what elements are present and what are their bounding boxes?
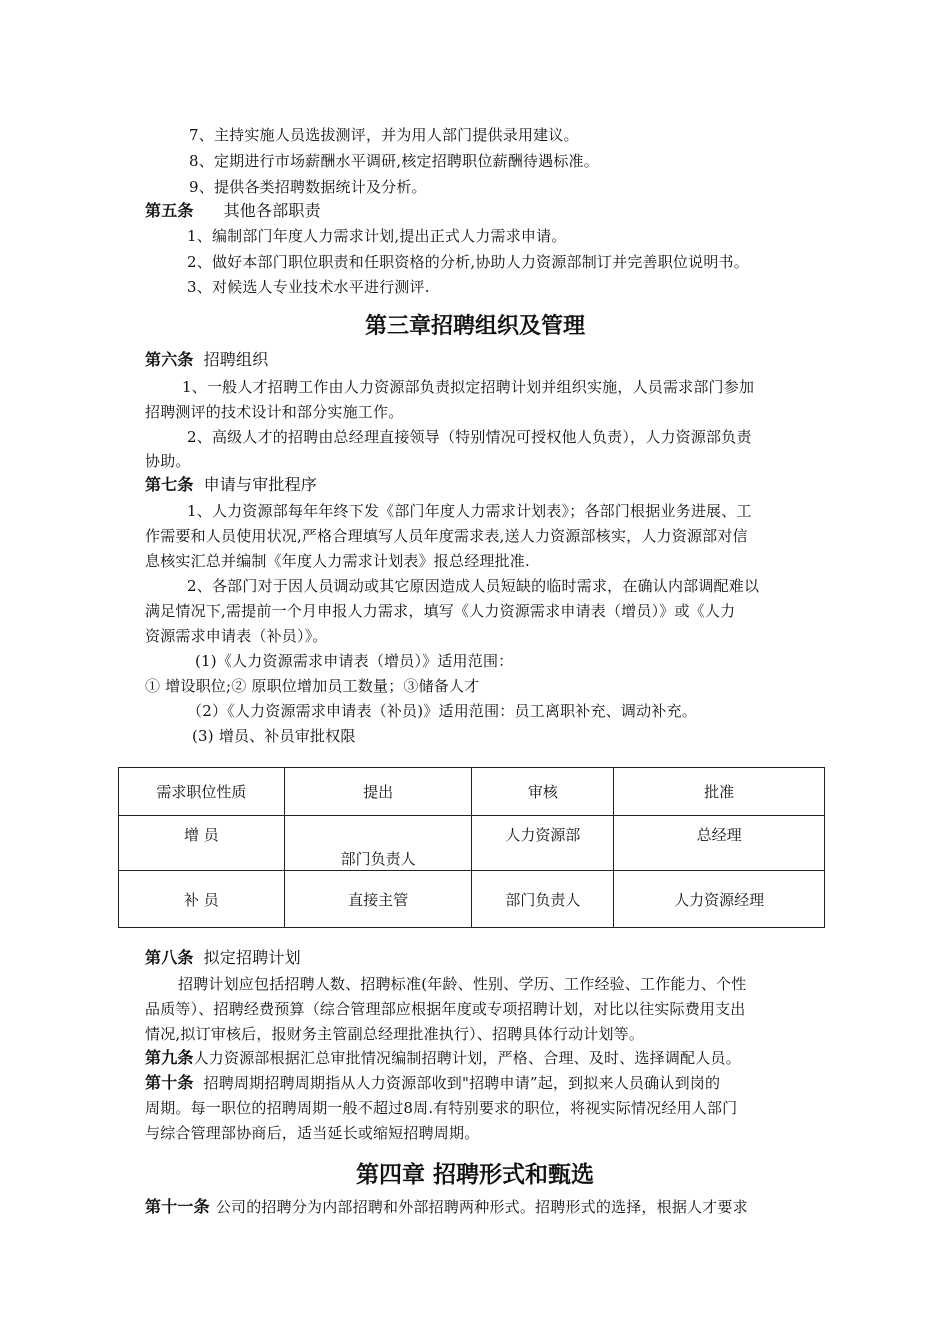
article-10-line2: 周期。每一职位的招聘周期一般不超过8周.有特别要求的职位，将视实际情况经用人部门 <box>145 1099 738 1117</box>
article-11-label: 第十一条 <box>145 1197 210 1216</box>
table-cell: 部门负责人 <box>472 871 614 928</box>
table-cell <box>614 816 825 871</box>
article-6-p1-line1: 1、一般人才招聘工作由人力资源部负责拟定招聘计划并组织实施，人员需求部门参加 <box>182 378 755 396</box>
table-cell-text: 人力资源部 <box>505 825 581 844</box>
article-7-sub-2: （2）《人力资源需求申请表（补员)》适用范围：员工离职补充、调动补充。 <box>187 702 697 720</box>
table-header-cell: 审核 <box>472 768 614 816</box>
article-7-sub-1: (1)《人力资源需求申请表（增员）》适用范围： <box>195 652 514 670</box>
article-6-title: 招聘组织 <box>203 350 269 369</box>
article-5-title: 其他各部职责 <box>223 201 321 220</box>
article-8-line2: 品质等）、招聘经费预算（综合管理部应根据年度或专项招聘计划，对比以往实际费用支出 <box>145 1000 746 1018</box>
article-9-text: 人力资源部根据汇总审批情况编制招聘计划，严格、合理、及时、选择调配人员。 <box>193 1049 741 1067</box>
article-7-heading <box>145 475 825 495</box>
article-7-label: 第七条 <box>145 475 194 494</box>
article-5-item-2: 2、做好本部门职位职责和任职资格的分析,协助人力资源部制订并完善职位说明书。 <box>187 253 749 271</box>
table-header-cell: 提出 <box>284 768 472 816</box>
duty-item-9: 9、提供各类招聘数据统计及分析。 <box>189 178 427 196</box>
article-6-p2-line1: 2、高级人才的招聘由总经理直接领导（特别情况可授权他人负责），人力资源部负责 <box>187 428 752 446</box>
article-7-p2-line2: 满足情况下,需提前一个月申报人力需求，填写《人力资源需求申请表（增员）》或《人力 <box>145 602 736 620</box>
article-8-label: 第八条 <box>145 948 194 967</box>
chapter-4-title: 第四章 招聘形式和甄选 <box>355 1162 594 1188</box>
table-header-cell: 需求职位性质 <box>119 768 285 816</box>
table-cell <box>284 816 472 871</box>
table-cell-text: 部门负责人 <box>340 849 416 868</box>
article-7-title: 申请与审批程序 <box>203 475 318 494</box>
article-10 <box>145 1073 825 1093</box>
table-header-row <box>119 768 825 816</box>
article-6-p1-line2: 招聘测评的技术设计和部分实施工作。 <box>145 403 404 421</box>
article-5-label: 第五条 <box>145 201 194 220</box>
article-8-title: 拟定招聘计划 <box>203 948 301 967</box>
article-7-p2-line1: 2、各部门对于因人员调动或其它原因造成人员短缺的临时需求，在确认内部调配难以 <box>187 577 760 595</box>
article-5-item-1: 1、编制部门年度人力需求计划,提出正式人力需求申请。 <box>187 227 567 245</box>
duty-item-8: 8、定期进行市场薪酬水平调研,核定招聘职位薪酬待遇标准。 <box>189 152 599 170</box>
table-cell-text: 总经理 <box>696 825 742 844</box>
article-6-p2-line2: 协助。 <box>145 452 191 470</box>
article-8-line1: 招聘计划应包括招聘人数、招聘标准(年龄、性别、学历、工作经验、工作能力、个性 <box>178 975 747 993</box>
table-cell: 补 员 <box>119 871 285 928</box>
article-6-label: 第六条 <box>145 350 194 369</box>
table-header-cell: 批准 <box>614 768 825 816</box>
article-6-heading <box>145 350 825 370</box>
table-row <box>119 816 825 871</box>
article-11 <box>145 1197 825 1217</box>
article-7-p1-line2: 作需要和人员使用状况,严格合理填写人员年度需求表,送人力资源部核实，人力资源部对信 <box>145 527 748 545</box>
article-10-line1: 招聘周期招聘周期指从人力资源部收到"招聘申请”起，到拟来人员确认到岗的 <box>203 1074 721 1092</box>
article-10-label: 第十条 <box>145 1073 194 1092</box>
article-8-heading <box>145 948 825 968</box>
article-7-p1-line1: 1、人力资源部每年年终下发《部门年度人力需求计划表》；各部门根据业务进展、工 <box>187 502 752 520</box>
table-cell <box>472 816 614 871</box>
article-5-item-3: 3、对候选人专业技术水平进行测评. <box>187 278 430 296</box>
article-7-p2-line3: 资源需求申请表（补员）》。 <box>145 627 328 645</box>
article-5-heading <box>145 201 825 221</box>
chapter-3-title: 第三章招聘组织及管理 <box>364 314 585 339</box>
article-9-label: 第九条 <box>145 1048 194 1067</box>
article-8-line3: 情况,拟订审核后，报财务主管副总经理批准执行）、招聘具体行动计划等。 <box>145 1025 645 1043</box>
article-9 <box>145 1048 825 1068</box>
table-row <box>119 871 825 928</box>
article-11-text: 公司的招聘分为内部招聘和外部招聘两种形式。招聘形式的选择，根据人才要求 <box>215 1198 748 1216</box>
article-10-line3: 与综合管理部协商后，适当延长或缩短招聘周期。 <box>145 1124 480 1142</box>
table-cell <box>119 816 285 871</box>
article-7-sub-1-detail: ① 增设职位;② 原职位增加员工数量；③储备人才 <box>145 677 480 695</box>
table-cell: 直接主管 <box>284 871 472 928</box>
article-7-sub-3: (3) 增员、补员审批权限 <box>192 727 356 745</box>
approval-table <box>118 767 825 928</box>
table-cell: 人力资源经理 <box>614 871 825 928</box>
article-7-p1-line3: 息核实汇总并编制《年度人力需求计划表》报总经理批准. <box>145 552 530 570</box>
duty-item-7: 7、主持实施人员选拔测评，并为用人部门提供录用建议。 <box>189 126 579 144</box>
table-cell-text: 增 员 <box>183 825 219 844</box>
